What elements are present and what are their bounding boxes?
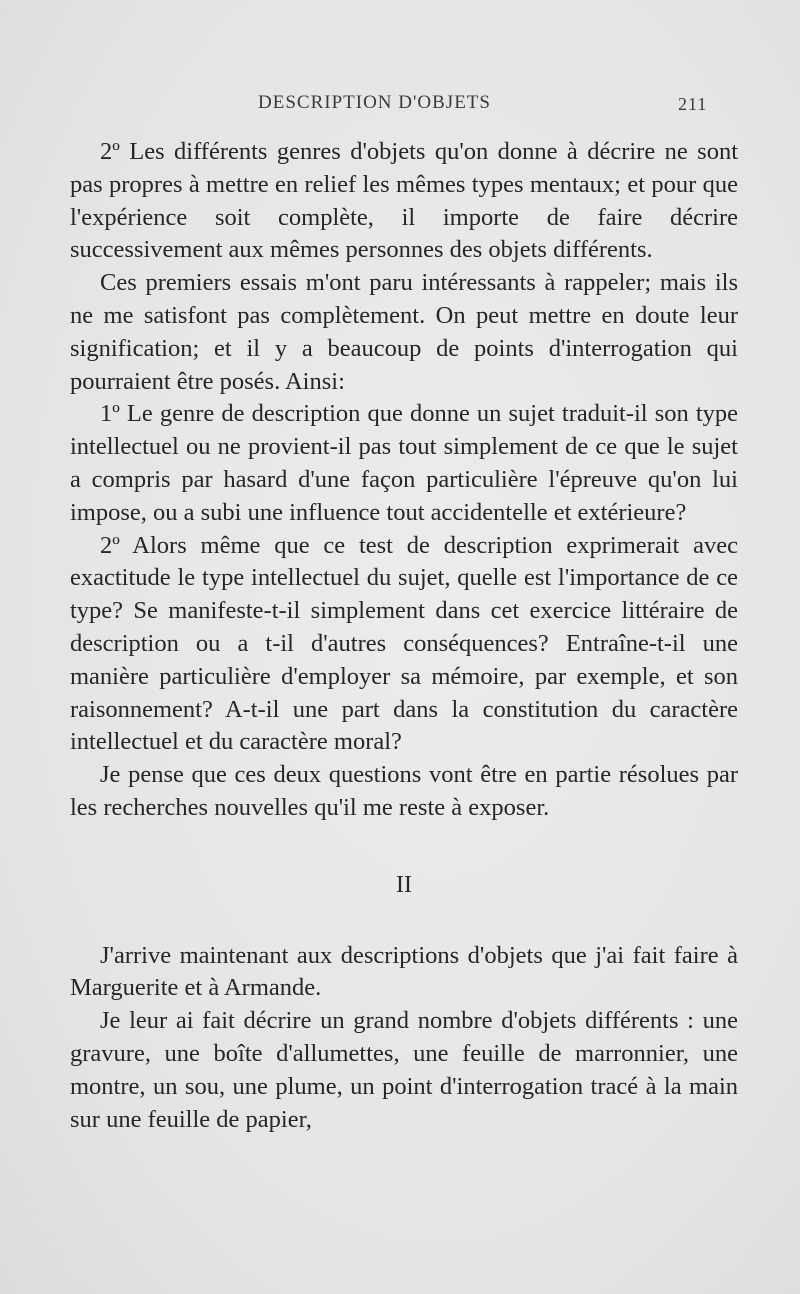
paragraph: 2º Les différents genres d'objets qu'on donne à décrire ne sont pas propres à mettre en relief les mêmes types mentaux; et pour que l'expérience soit complète, il importe de faire décrire successivement aux mêmes personnes des objets différents. xyxy=(70,138,738,264)
paragraph: Ces premiers essais m'ont paru intéressants à rappeler; mais ils ne me satisfont pas complètement. On peut mettre en doute leur signification; et il y a beaucoup de points d'interrogation qui pourraient être posés. Ainsi: xyxy=(70,269,738,395)
paragraph: 1º Le genre de description que donne un sujet traduit-il son type intellectuel ou ne provient-il pas tout simplement de ce que le sujet a compris par hasard d'une façon particulière l'épreuve qu'on lui impose, ou a subi une influence tout accidentelle et extérieure? xyxy=(70,400,738,526)
paragraph: Je pense que ces deux questions vont être en partie résolues par les recherches nouvelles qu'il me reste à exposer. xyxy=(70,761,738,821)
page-number: 211 xyxy=(678,94,708,114)
body-text xyxy=(70,136,738,1136)
paragraph: Je leur ai fait décrire un grand nombre d'objets différents : une gravure, une boîte d'allumettes, une feuille de marronnier, une montre, un sou, une plume, un point d'interrogation tracé à la main sur une feuille de papier, xyxy=(70,1007,738,1133)
paragraph: J'arrive maintenant aux descriptions d'objets que j'ai fait faire à Marguerite et à Armande. xyxy=(70,941,738,1002)
section-heading: II xyxy=(396,871,412,898)
running-title: DESCRIPTION D'OBJETS xyxy=(258,92,491,113)
paragraph: 2º Alors même que ce test de description exprimerait avec exactitude le type intellectuel du sujet, quelle est l'importance de ce type? Se manifeste-t-il simplement dans cet exercice littéraire de description ou a t-il d'autres conséquences? Entraîne-t-il une manière particulière d'employer sa mémoire, par exemple, et son raisonnement? A-t-il une part dans la constitution du caractère intellectuel et du caractère moral? xyxy=(70,531,738,756)
